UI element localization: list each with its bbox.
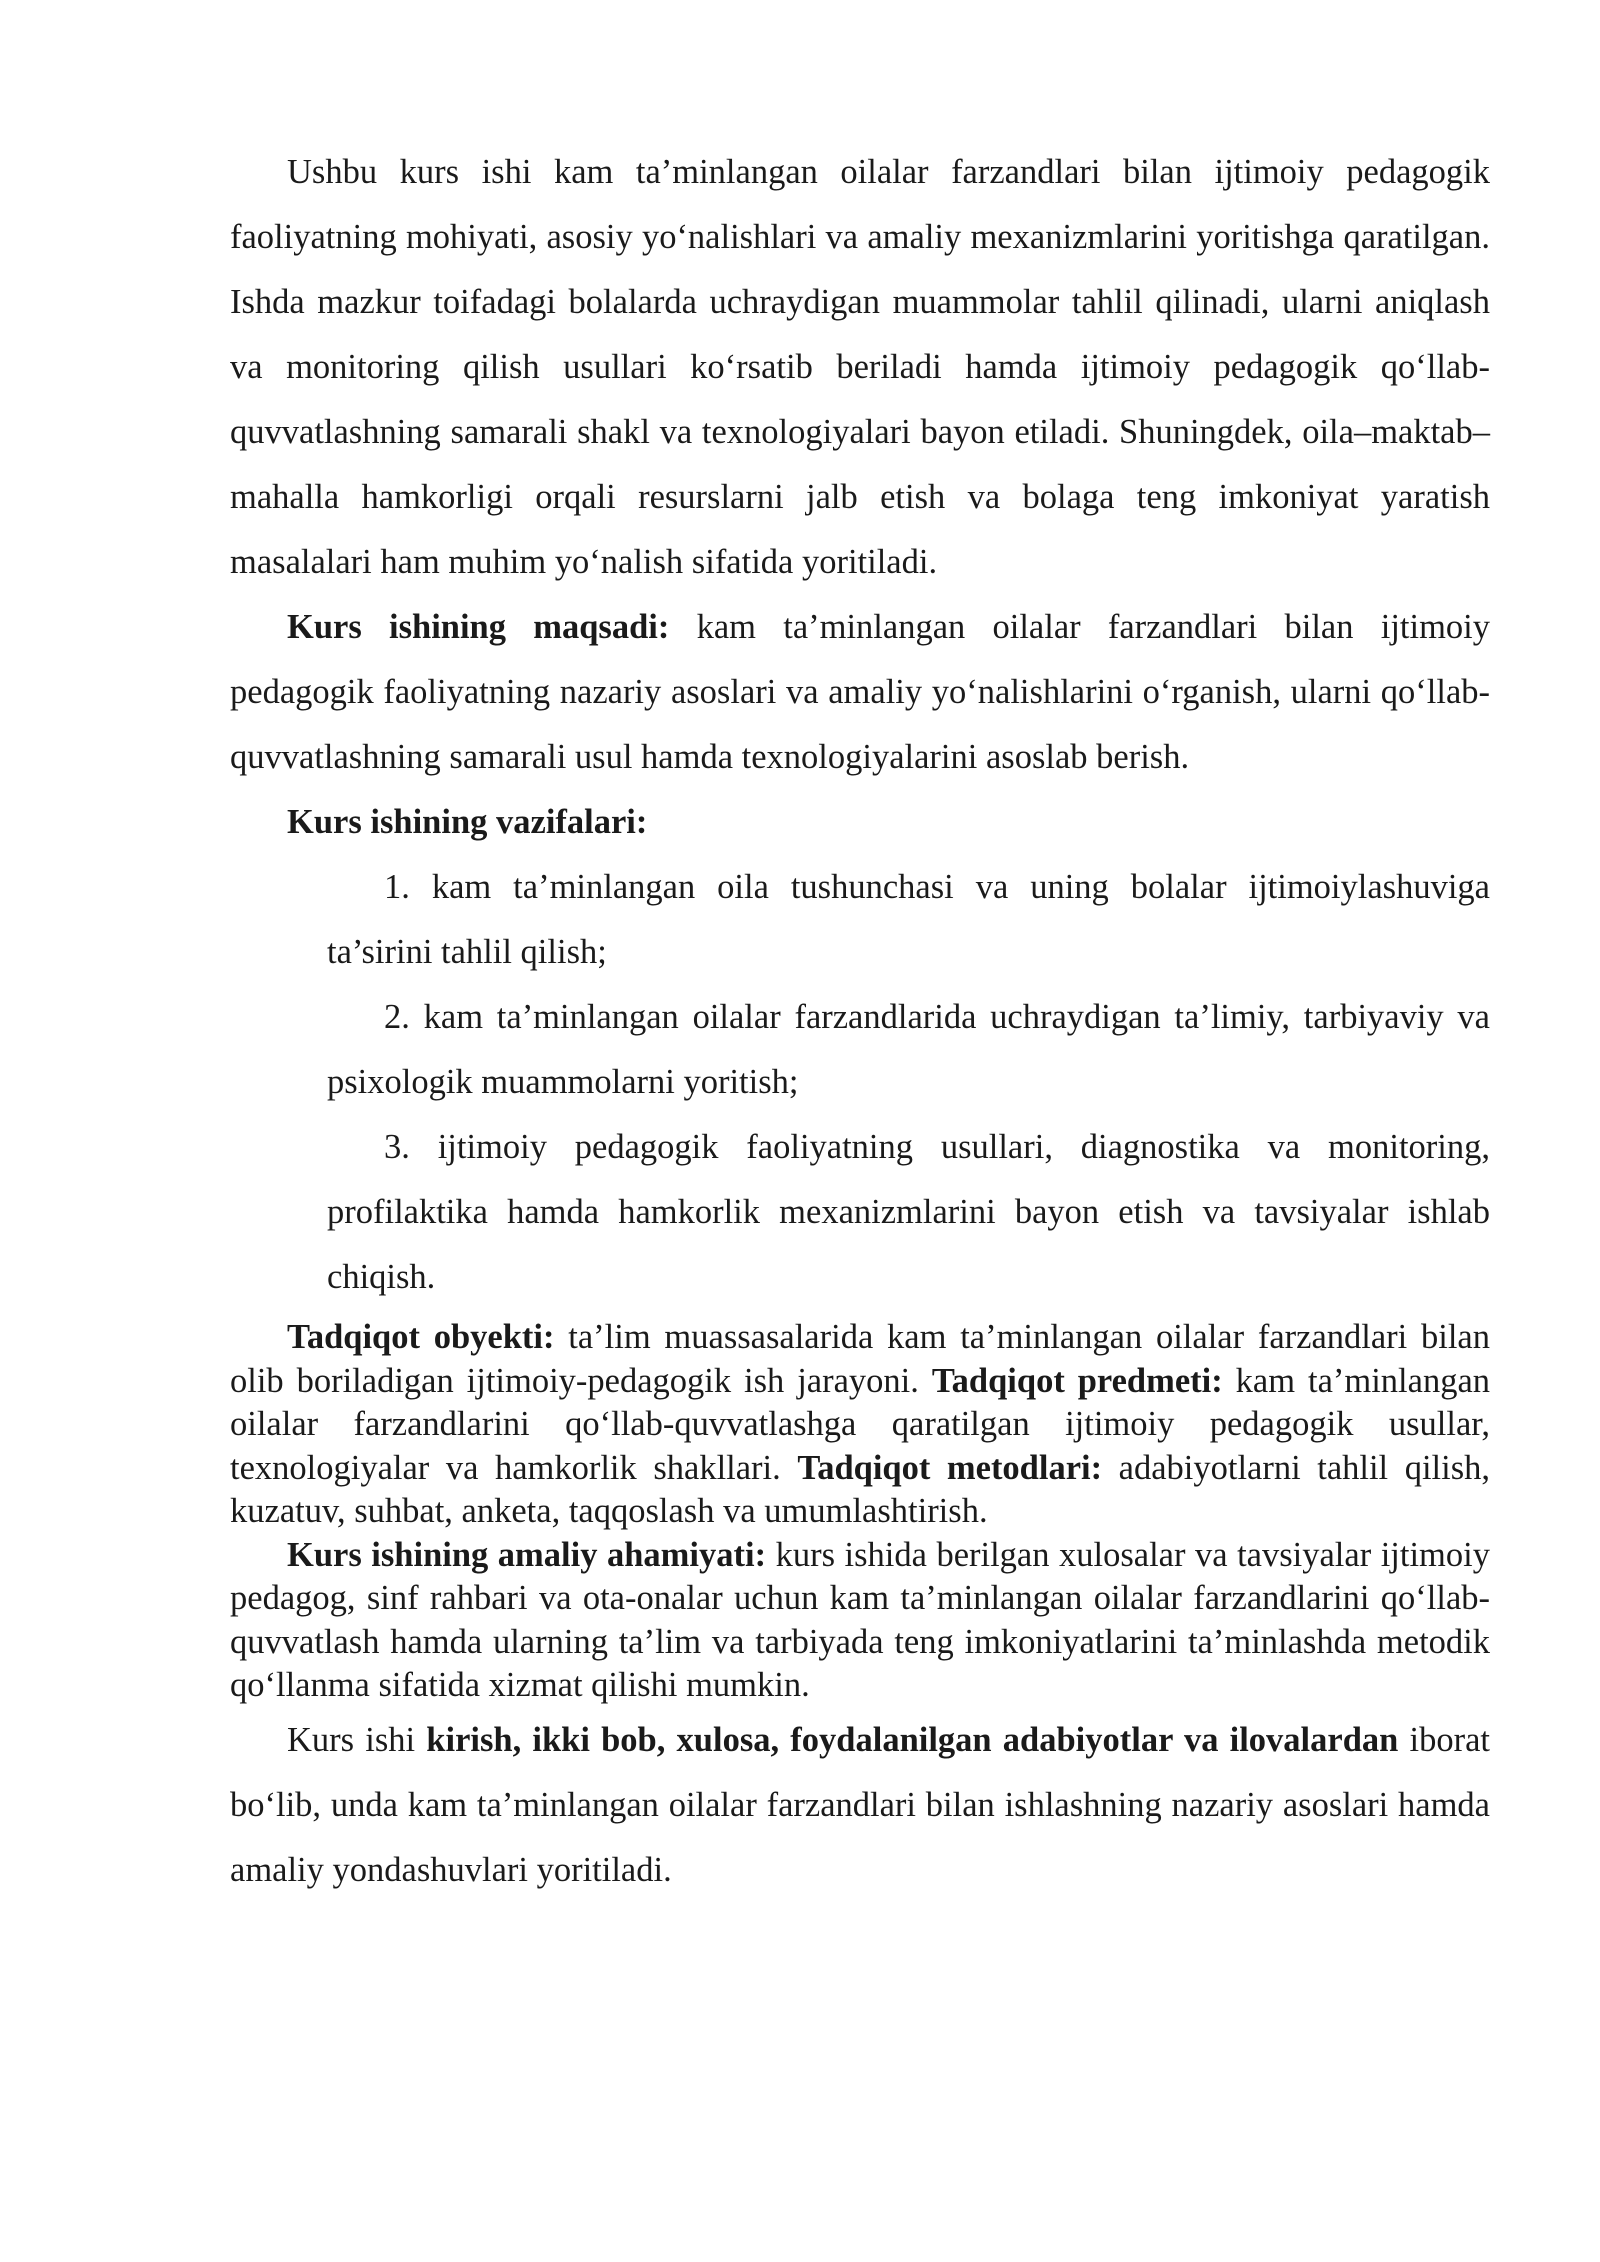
subject-label: Tadqiqot predmeti:	[931, 1361, 1223, 1400]
methods-label: Tadqiqot metodlari:	[797, 1448, 1103, 1487]
goal-text: kam ta’minlangan oilalar farzandlari bilan ijtimoiy pedagogik faoliyatning nazariy asoslari va amaliy yo‘nalishlarini o‘rganish, ularni qo‘llab-quvvatlashning samarali usul hamda texnologiyalarini asoslab berish.	[230, 608, 1490, 776]
tasks-list	[230, 855, 1490, 1310]
research-paragraph	[230, 1316, 1490, 1534]
task-item-3: 3. ijtimoiy pedagogik faoliyatning usullari, diagnostika va monitoring, profilaktika hamda hamkorlik mexanizmlarini bayon etish va tavsiyalar ishlab chiqish.	[327, 1128, 1490, 1296]
tasks-heading: Kurs ishining vazifalari:	[287, 803, 648, 841]
significance-paragraph	[230, 1534, 1490, 1708]
task-item-1: 1. kam ta’minlangan oila tushunchasi va uning bolalar ijtimoiylashuviga ta’sirini tahlil qilish;	[327, 868, 1490, 971]
structure-suffix: iborat bo‘lib, unda kam ta’minlangan oilalar farzandlari bilan ishlashning nazariy asoslari hamda amaliy yondashuvlari yoritiladi.	[230, 1720, 1490, 1889]
object-text: ta’lim muassasalarida kam ta’minlangan oilalar farzandlari bilan olib boriladigan ijtimoiy-pedagogik ish jarayoni.	[230, 1318, 1490, 1400]
significance-label: Kurs ishining amaliy ahamiyati:	[287, 1535, 767, 1574]
subject-text: kam ta’minlangan oilalar farzandlarini qo‘llab-quvvatlashga qaratilgan ijtimoiy pedagogik usullar, texnologiyalar va hamkorlik shakllari.	[230, 1361, 1491, 1487]
significance-text: kurs ishida berilgan xulosalar va tavsiyalar ijtimoiy pedagog, sinf rahbari va ota-onalar uchun kam ta’minlangan oilalar farzandlarini qo‘llab-quvvatlash hamda ularning ta’lim va tarbiyada teng imkoniyatlarini ta’minlashda metodik qo‘llanma sifatida xizmat qilishi mumkin.	[230, 1535, 1490, 1704]
intro-paragraph: Ushbu kurs ishi kam ta’minlangan oilalar farzandlari bilan ijtimoiy pedagogik faoliyatning mohiyati, asosiy yo‘nalishlari va amaliy mexanizmlarini yoritishga qaratilgan. Ishda mazkur toifadagi bolalarda uchraydigan muammolar tahlil qilinadi, ularni aniqlash va monitoring qilish usullari ko‘rsatib beriladi hamda ijtimoiy pedagogik qo‘llab-quvvatlashning samarali shakl va texnologiyalari bayon etiladi. Shuningdek, oila–maktab–mahalla hamkorligi orqali resurslarni jalb etish va bolaga teng imkoniyat yaratish masalalari ham muhim yo‘nalish sifatida yoritiladi.	[230, 153, 1490, 581]
structure-prefix: Kurs ishi	[287, 1720, 427, 1759]
structure-paragraph	[230, 1708, 1490, 1903]
object-label: Tadqiqot obyekti:	[287, 1318, 555, 1356]
methods-text: adabiyotlarni tahlil qilish, kuzatuv, suhbat, anketa, taqqoslash va umumlashtirish.	[230, 1448, 1491, 1530]
goal-label: Kurs ishining maqsadi:	[287, 608, 670, 646]
structure-bold: kirish, ikki bob, xulosa, foydalanilgan adabiyotlar va ilovalardan	[426, 1720, 1399, 1759]
task-item-2: 2. kam ta’minlangan oilalar farzandlarida uchraydigan ta’limiy, tarbiyaviy va psixologik muammolarni yoritish;	[327, 998, 1490, 1101]
goal-paragraph	[230, 595, 1490, 790]
